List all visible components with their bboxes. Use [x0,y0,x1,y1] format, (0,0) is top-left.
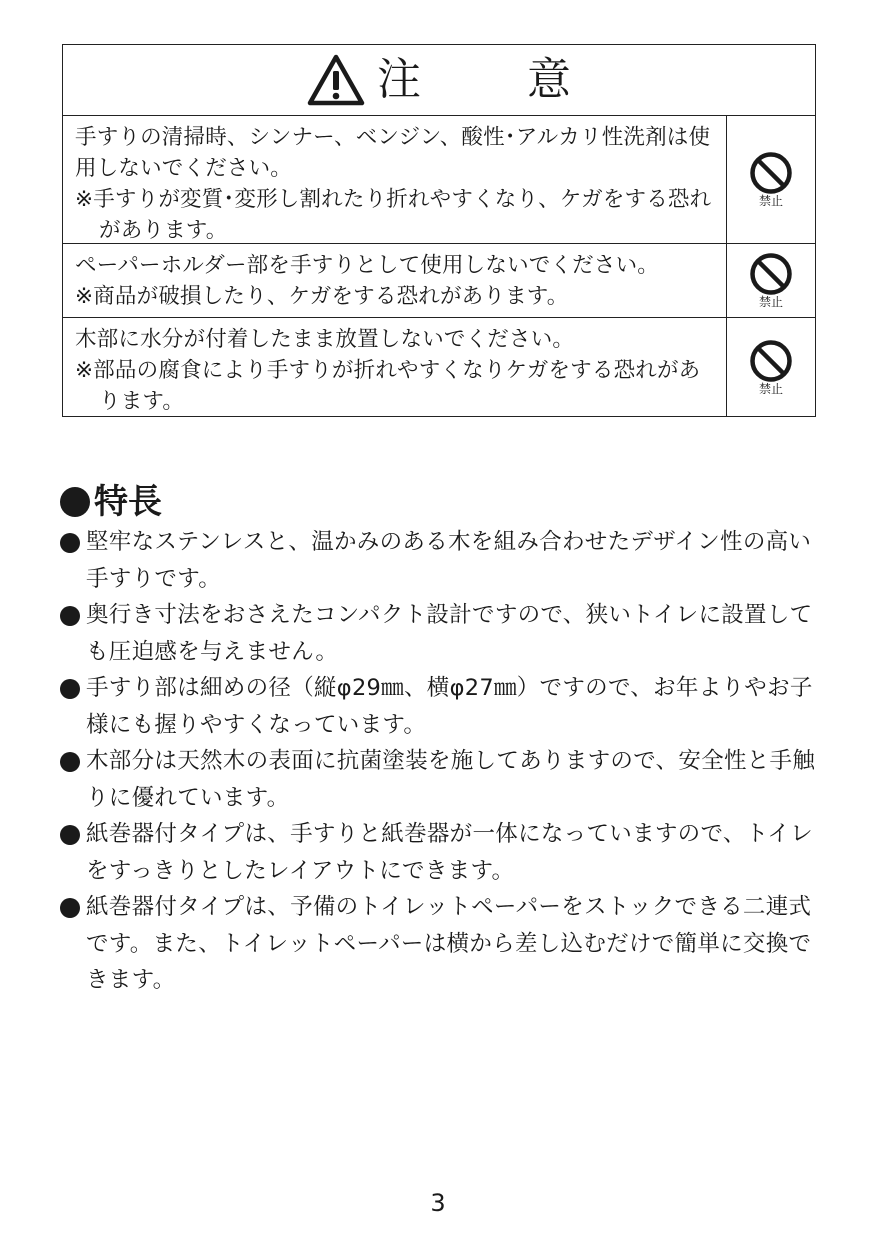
prohibition-symbol [727,318,815,416]
caution-header [63,45,815,116]
feature-item [60,816,820,889]
prohibition-icon [749,151,793,195]
caution-row [63,244,815,318]
caution-main-text: 木部に水分が付着したまま放置しないでください。 [75,327,575,352]
features-list [60,524,820,999]
prohibition-symbol [727,244,815,317]
features-heading-text: 特長 [94,482,162,522]
caution-note-text: ※商品が破損したり、ケガをする恐れがあります。 [75,284,569,309]
feature-item [60,670,820,743]
feature-text: 手すり部は細めの径（縦φ29㎜、横φ27㎜）ですので、お年よりやお子様にも握りやすくなっています。 [86,675,813,738]
caution-note-text: ※部品の腐食により手すりが折れやすくなりケガをする恐れがあります。 [75,358,701,414]
bullet-icon [60,898,80,918]
caution-row-text [63,318,727,416]
feature-item [60,743,820,816]
bullet-icon [60,825,80,845]
feature-item [60,597,820,670]
caution-title: 注 意 [377,54,617,105]
caution-note-text: ※手すりが変質･変形し割れたり折れやすくなり、ケガをする恐れがあります。 [75,187,712,243]
page-number: 3 [430,1189,446,1217]
prohibition-icon [749,252,793,296]
caution-table [62,44,816,417]
caution-row-text [63,244,727,317]
feature-item [60,889,820,999]
bullet-icon [60,487,90,517]
feature-text: 堅牢なステンレスと、温かみのある木を組み合わせたデザイン性の高い手すりです。 [86,529,812,592]
prohibition-label: 禁止 [758,194,783,208]
warning-triangle-icon [307,54,365,106]
caution-row-text [63,116,727,243]
features-heading [60,480,162,524]
caution-main-text: 手すりの清掃時、シンナー、ベンジン、酸性･アルカリ性洗剤は使用しないでください。 [75,125,711,181]
bullet-icon [60,533,80,553]
feature-text: 紙巻器付タイプは、予備のトイレットペーパーをストックできる二連式です。また、トイレットペーパーは横から差し込むだけで簡単に交換できます。 [86,894,812,993]
prohibition-icon [749,339,793,383]
prohibition-label: 禁止 [758,295,783,309]
prohibition-label: 禁止 [758,381,783,396]
feature-text: 奥行き寸法をおさえたコンパクト設計ですので、狭いトイレに設置しても圧迫感を与えません。 [86,602,813,665]
caution-main-text: ペーパーホルダー部を手すりとして使用しないでください。 [75,253,659,278]
caution-row [63,116,815,244]
bullet-icon [60,752,80,772]
bullet-icon [60,679,80,699]
feature-text: 木部分は天然木の表面に抗菌塗装を施してありますので、安全性と手触りに優れています。 [86,748,816,811]
feature-text: 紙巻器付タイプは、手すりと紙巻器が一体になっていますので、トイレをすっきりとしたレイアウトにできます。 [86,821,813,884]
feature-item [60,524,820,597]
caution-row [63,318,815,416]
bullet-icon [60,606,80,626]
prohibition-symbol [727,116,815,243]
